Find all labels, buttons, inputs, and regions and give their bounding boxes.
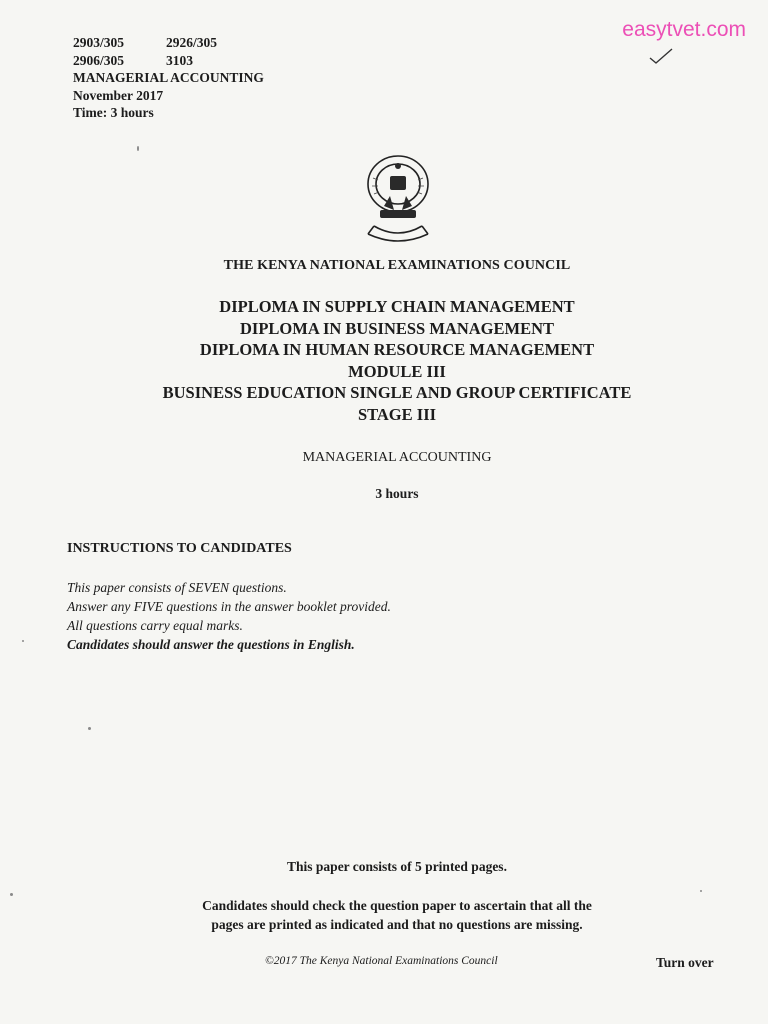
paper-code: 2903/305	[73, 35, 125, 50]
paper-duration: 3 hours	[375, 486, 419, 501]
coat-of-arms-logo	[354, 148, 442, 248]
stage-title: STAGE III	[357, 404, 437, 424]
exam-date: November 2017	[73, 87, 164, 103]
watermark: easytvet.com	[622, 18, 746, 41]
paper-codes-block	[73, 34, 264, 122]
instruction-line: Answer any FIVE questions in the answer booklet provided.	[67, 599, 391, 614]
instruction-line: Candidates should answer the questions in English.	[67, 637, 355, 652]
check-note-line: pages are printed as indicated and that no questions are missing.	[211, 917, 583, 932]
header-subject: MANAGERIAL ACCOUNTING	[73, 70, 264, 85]
copyright-notice: ©2017 The Kenya National Examinations Council	[265, 955, 498, 967]
check-pages-note	[0, 896, 768, 934]
programme-title: DIPLOMA IN BUSINESS MANAGEMENT	[240, 318, 554, 338]
exam-time: Time: 3 hours	[73, 105, 154, 120]
scan-speck	[137, 146, 139, 151]
instruction-line: All questions carry equal marks.	[67, 618, 243, 633]
paper-code: 2926/305	[166, 35, 218, 50]
paper-code-row	[73, 52, 264, 70]
instructions-heading: INSTRUCTIONS TO CANDIDATES	[67, 541, 292, 556]
turn-over-label: Turn over	[656, 955, 714, 970]
check-mark-icon	[648, 46, 674, 66]
paper-code: 3103	[166, 52, 193, 68]
scan-speck	[88, 727, 91, 730]
scan-speck	[22, 640, 24, 642]
council-name: THE KENYA NATIONAL EXAMINATIONS COUNCIL	[223, 258, 571, 273]
programme-titles	[0, 296, 768, 425]
programme-title: DIPLOMA IN SUPPLY CHAIN MANAGEMENT	[219, 297, 575, 316]
check-note-line: Candidates should check the question paper to ascertain that all the	[202, 898, 592, 913]
scan-speck	[10, 893, 13, 896]
instructions-list	[67, 578, 391, 654]
printed-pages-note: This paper consists of 5 printed pages.	[287, 859, 507, 874]
scan-speck	[700, 890, 702, 892]
paper-subject: MANAGERIAL ACCOUNTING	[302, 450, 492, 465]
module-title: MODULE III	[348, 361, 446, 381]
paper-code-row	[73, 34, 264, 52]
programme-title: DIPLOMA IN HUMAN RESOURCE MANAGEMENT	[199, 340, 595, 359]
instruction-line: This paper consists of SEVEN questions.	[67, 580, 287, 595]
paper-code: 2906/305	[73, 52, 125, 68]
programme-title: BUSINESS EDUCATION SINGLE AND GROUP CERTIFICATE	[162, 383, 632, 402]
